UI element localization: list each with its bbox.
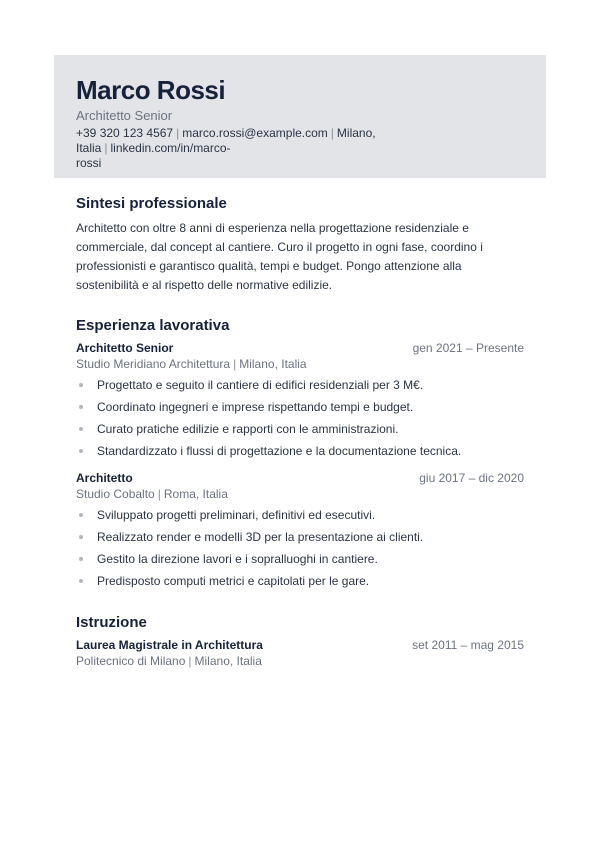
job-title: Architetto Senior xyxy=(76,341,174,355)
school-separator: | xyxy=(188,654,192,668)
resume-header xyxy=(54,55,546,178)
contact-email[interactable]: marco.rossi@example.com xyxy=(182,126,328,140)
bullet-dot-icon xyxy=(79,449,83,453)
job-bullets xyxy=(76,374,524,462)
education-date: set 2011 – mag 2015 xyxy=(412,638,524,652)
bullet-text: Predisposto computi metrici e capitolati per le gare. xyxy=(97,574,370,588)
bullet-item xyxy=(76,418,524,440)
school-name: Politecnico di Milano xyxy=(76,654,186,668)
job-company: Studio Cobalto xyxy=(76,487,155,501)
bullet-dot-icon xyxy=(79,405,83,409)
company-separator: | xyxy=(233,357,237,371)
section-title: Esperienza lavorativa xyxy=(76,317,230,334)
contact-line xyxy=(76,126,524,171)
bullet-dot-icon xyxy=(79,535,83,539)
contact-separator: | xyxy=(330,126,334,140)
bullet-text: Progettato e seguito il cantiere di edifici residenziali per 3 M€. xyxy=(97,378,424,392)
candidate-name: Marco Rossi xyxy=(76,75,226,105)
job-date: gen 2021 – Presente xyxy=(412,341,524,355)
degree-title: Laurea Magistrale in Architettura xyxy=(76,638,263,652)
contact-phone: +39 320 123 4567 xyxy=(76,126,174,140)
job-date: giu 2017 – dic 2020 xyxy=(419,471,524,485)
bullet-text: Realizzato render e modelli 3D per la presentazione ai clienti. xyxy=(97,530,424,544)
bullet-dot-icon xyxy=(79,383,83,387)
job-location: Milano, Italia xyxy=(239,357,307,371)
bullet-item xyxy=(76,396,524,418)
education-entry xyxy=(76,638,524,669)
bullet-text: Standardizzato i flussi di progettazione e la documentazione tecnica. xyxy=(97,444,462,458)
contact-separator: | xyxy=(176,126,180,140)
bullet-text: Sviluppato progetti preliminari, definitivi ed esecutivi. xyxy=(97,508,376,522)
bullet-text: Curato pratiche edilizie e rapporti con le amministrazioni. xyxy=(97,422,399,436)
company-separator: | xyxy=(157,487,161,501)
candidate-role: Architetto Senior xyxy=(76,108,173,123)
job-company: Studio Meridiano Architettura xyxy=(76,357,231,371)
bullet-dot-icon xyxy=(79,579,83,583)
resume-body xyxy=(76,195,524,669)
bullet-item xyxy=(76,504,524,526)
summary-text: Architetto con oltre 8 anni di esperienza nella progettazione residenziale e commerciale, dal concept al cantiere. Curo il progetto in ogni fase, coordino i professionisti e garantisco qualità, tempi e budget. Pongo attenzione alla sostenibilità e al rispetto delle normative edilizie. xyxy=(76,221,483,292)
bullet-item xyxy=(76,374,524,396)
summary-section xyxy=(76,195,524,295)
bullet-item xyxy=(76,526,524,548)
school-location: Milano, Italia xyxy=(194,654,262,668)
job-title: Architetto xyxy=(76,471,133,485)
section-title: Sintesi professionale xyxy=(76,195,227,212)
bullet-item xyxy=(76,548,524,570)
linkedin-part-2: rossi xyxy=(76,156,102,170)
job-company-line xyxy=(76,487,524,502)
contact-separator: | xyxy=(104,141,108,155)
section-title: Istruzione xyxy=(76,614,147,631)
bullet-item xyxy=(76,570,524,592)
bullet-item xyxy=(76,440,524,462)
contact-location: Milano, Italia xyxy=(76,126,376,155)
bullet-dot-icon xyxy=(79,427,83,431)
linkedin-part-1: linkedin.com/in/marco- xyxy=(110,141,231,155)
bullet-text: Coordinato ingegneri e imprese rispettando tempi e budget. xyxy=(97,400,414,414)
bullet-dot-icon xyxy=(79,557,83,561)
school-line xyxy=(76,654,524,669)
job-entry xyxy=(76,471,524,592)
bullet-dot-icon xyxy=(79,513,83,517)
job-company-line xyxy=(76,357,524,372)
bullet-text: Gestito la direzione lavori e i sopralluoghi in cantiere. xyxy=(97,552,378,566)
experience-section xyxy=(76,317,524,592)
job-entry xyxy=(76,341,524,462)
job-location: Roma, Italia xyxy=(163,487,228,501)
education-section xyxy=(76,614,524,669)
job-bullets xyxy=(76,504,524,592)
